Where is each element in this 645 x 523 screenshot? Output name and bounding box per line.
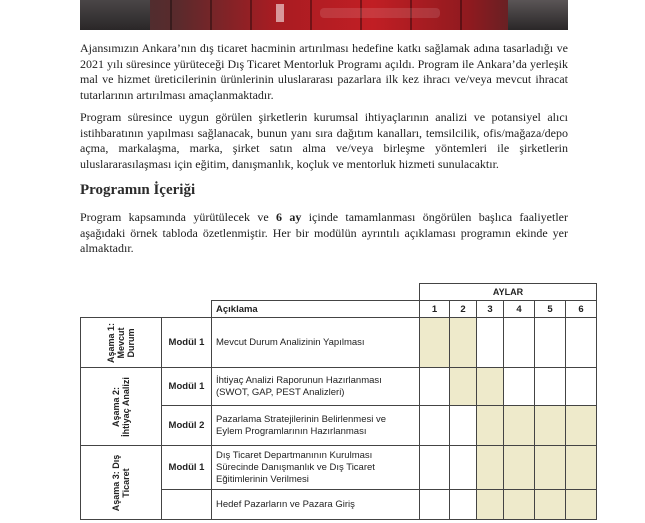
month-cell-shaded: [477, 490, 504, 520]
module-label: Modül 1: [162, 368, 212, 406]
photo-crane-right: [508, 0, 568, 30]
stage-1-cell: [81, 318, 162, 368]
month-header: 4: [504, 301, 535, 318]
empty-corner: [81, 301, 162, 318]
stage-3-cell: [81, 446, 162, 520]
photo-container-rib: [170, 0, 172, 30]
month-cell-shaded: [420, 318, 450, 368]
month-cell-shaded: [477, 368, 504, 406]
module-description: Mevcut Durum Analizinin Yapılması: [212, 318, 420, 368]
section-heading: Programın İçeriği: [80, 182, 196, 198]
month-cell-shaded: [504, 490, 535, 520]
month-cell: [504, 368, 535, 406]
month-header: 6: [566, 301, 597, 318]
photo-glare: [320, 8, 440, 18]
month-header: 2: [450, 301, 477, 318]
month-cell: [450, 490, 477, 520]
stage-2-cell: [81, 368, 162, 446]
program-schedule-table: [80, 283, 597, 520]
month-cell: [450, 446, 477, 490]
intro-text-rest: içinde tamamlanması öngörülen başlıca faaliyetler aşağıdaki örnek tabloda özetlenmiştir. Her bir modülün ayrıntılı açıklaması programın ekinde yer almaktadır.: [80, 210, 568, 255]
months-header: AYLAR: [420, 284, 597, 301]
stage-3-label: Aşama 3: Dış Ticaret: [111, 454, 131, 511]
photo-container-rib: [250, 0, 252, 30]
module-description: Pazarlama Stratejilerinin Belirlenmesi ve Eylem Programlarının Hazırlanması: [212, 406, 420, 446]
header-photo: [80, 0, 568, 30]
month-cell: [420, 446, 450, 490]
month-header: 5: [535, 301, 566, 318]
month-cell-shaded: [535, 406, 566, 446]
month-cell: [566, 318, 597, 368]
month-cell: [477, 318, 504, 368]
month-cell: [420, 406, 450, 446]
month-cell: [504, 318, 535, 368]
module-label: [162, 490, 212, 520]
month-cell-shaded: [504, 406, 535, 446]
module-label: Modül 2: [162, 406, 212, 446]
photo-container-rib: [310, 0, 312, 30]
paragraph-program-intro: Ajansımızın Ankara’nın dış ticaret hacminin artırılması hedefine katkı sağlamak adına tasarladığı ve 2021 yılı süresince yürüteceği Dış Ticaret Mentorluk Programı açıldı. Program ile Ankara’da yerleşik mal ve hizmet üreticilerinin ürünlerinin uluslararası pazarlara ilk kez ihracı ve/veya mevcut ihracat tutarlarının artırılması amaçlanmaktadır.: [80, 41, 568, 102]
module-description: İhtiyaç Analizi Raporunun Hazırlanması (SWOT, GAP, PEST Analizleri): [212, 368, 420, 406]
month-cell-shaded: [566, 490, 597, 520]
month-cell: [566, 368, 597, 406]
description-header: Açıklama: [212, 301, 420, 318]
month-cell-shaded: [450, 368, 477, 406]
month-cell-shaded: [566, 406, 597, 446]
month-cell: [420, 368, 450, 406]
month-cell-shaded: [450, 318, 477, 368]
photo-container-rib: [460, 0, 462, 30]
empty-corner: [162, 284, 212, 301]
module-description: Dış Ticaret Departmanının Kurulması Sürecinde Danışmanlık ve Dış Ticaret Eğitimlerinin Verilmesi: [212, 446, 420, 490]
month-header: 3: [477, 301, 504, 318]
month-cell-shaded: [477, 406, 504, 446]
month-cell: [450, 406, 477, 446]
photo-crane-left: [80, 0, 150, 30]
document-body: [80, 41, 568, 264]
paragraph-program-services: Program süresince uygun görülen şirketlerin kurumsal ihtiyaçlarının analizi ve potansiyel alıcı istihbaratının yapılması sağlanacak, bunun yanı sıra dağıtım kanalları, temsilcilik, ofis/mağaza/depo açma, markalaşma, marka, şirket satın alma ve/veya birleşme yöntemleri ile şirketlerin uluslararasılaşması için eğitim, danışmanlık, koçluk ve mentorluk hizmeti sunulacaktır.: [80, 110, 568, 171]
photo-container-rib: [210, 0, 212, 30]
month-cell-shaded: [535, 490, 566, 520]
month-header: 1: [420, 301, 450, 318]
module-label: Modül 1: [162, 446, 212, 490]
empty-corner: [81, 284, 162, 301]
stage-2-label: Aşama 2: İhtiyaç Analizi: [111, 376, 131, 437]
photo-container-marking: [276, 4, 284, 22]
month-cell: [535, 368, 566, 406]
module-label: Modül 1: [162, 318, 212, 368]
month-cell-shaded: [566, 446, 597, 490]
month-cell-shaded: [477, 446, 504, 490]
empty-corner: [212, 284, 420, 301]
month-cell: [420, 490, 450, 520]
paragraph-table-intro: [80, 210, 568, 257]
stage-1-label: Aşama 1: Mevcut Durum: [106, 322, 136, 363]
empty-corner: [162, 301, 212, 318]
month-cell-shaded: [535, 446, 566, 490]
module-description: Hedef Pazarların ve Pazara Giriş: [212, 490, 420, 520]
month-cell-shaded: [504, 446, 535, 490]
month-cell: [535, 318, 566, 368]
intro-duration: 6 ay: [276, 210, 302, 224]
intro-text: Program kapsamında yürütülecek ve: [80, 210, 276, 224]
